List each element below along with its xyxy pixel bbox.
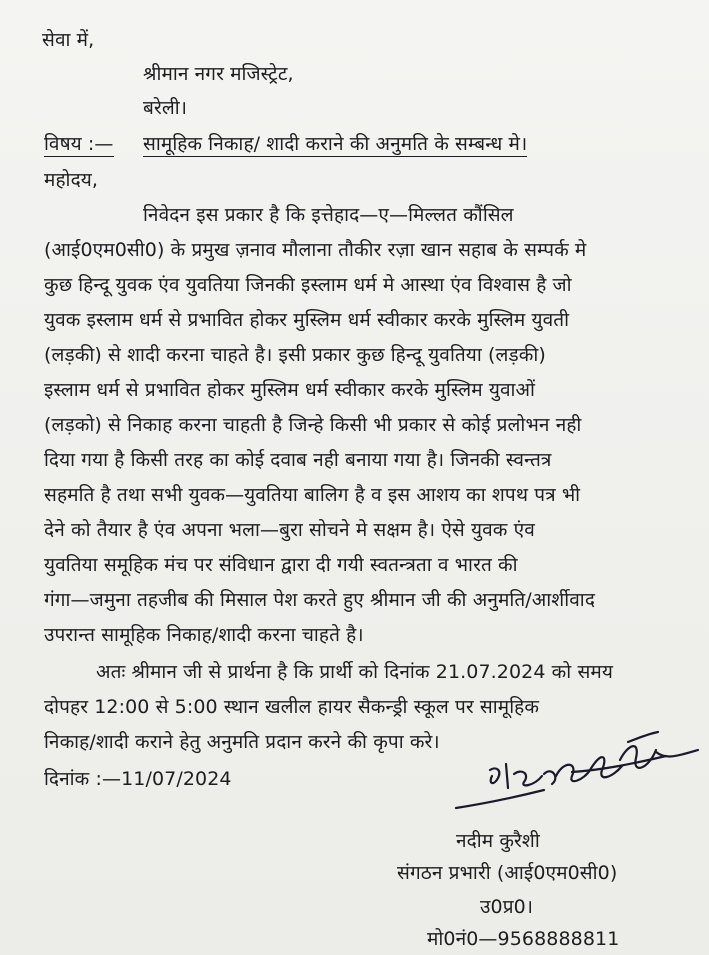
body-line-9: सहमति है तथा सभी युवक—युवतिया बालिग है व इस आशय का शपथ पत्र भी [44, 484, 581, 506]
handwritten-signature [452, 730, 702, 820]
subject-label [44, 132, 114, 156]
sender-state: उ0प्र0। [480, 896, 534, 918]
request-line-2: दोपहर 12:00 से 5:00 स्थान खलील हायर सैकन्ड्री स्कूल पर सामूहिक [44, 696, 540, 718]
date-line: दिनांक :—11/07/2024 [44, 768, 232, 790]
sender-mobile: मो0नं0—9568888811 [427, 928, 620, 950]
subject-text [143, 132, 527, 156]
recipient-city: बरेली। [143, 97, 188, 119]
body-line-2: (आई0एम0सी0) के प्रमुख ज़नाव मौलाना तौकीर रज़ा खान सहाब के सम्पर्क मे [44, 239, 587, 261]
body-line-1 [143, 203, 641, 227]
sender-name: नदीम कुरैशी [456, 830, 540, 852]
body-line-5: (लड़की) से शादी करना चाहते है। इसी प्रकार कुछ हिन्दू युवतिया (लड़की) [44, 344, 546, 366]
body-line-6: इस्लाम धर्म से प्रभावित होकर मुस्लिम धर्म स्वीकार करके मुस्लिम युवाओं [44, 379, 536, 401]
body-line-text: निवेदन इस प्रकार है कि इत्तेहाद—ए—मिल्लत कौंसिल [143, 204, 514, 226]
request-line-1: अतः श्रीमान जी से प्रार्थना है कि प्रार्थी को दिनांक 21.07.2024 को समय [96, 661, 613, 683]
subject-text-value: सामूहिक निकाह/ शादी कराने की अनुमति के सम्बन्ध मे। [143, 133, 528, 155]
subject-label-text: विषय :— [44, 133, 114, 155]
body-line-7: (लड़को) से निकाह करना चाहती है जिन्हे किसी भी प्रकार से कोई प्रलोभन नही [44, 414, 582, 436]
body-line-13: उपरान्त सामूहिक निकाह/शादी करना चाहते है। [44, 624, 364, 646]
body-line-3: कुछ हिन्दू युवक एंव युवतिया जिनकी इस्लाम धर्म मे आस्था एंव विश्वास है जो [44, 274, 572, 296]
body-line-4: युवक इस्लाम धर्म से प्रभावित होकर मुस्लिम धर्म स्वीकार करके मुस्लिम युवती [44, 309, 570, 331]
sender-designation: संगठन प्रभारी (आई0एम0सी0) [397, 862, 618, 884]
body-line-11: युवतिया समूहिक मंच पर संविधान द्वारा दी गयी स्वतन्त्रता व भारत की [44, 554, 518, 576]
request-line-3: निकाह/शादी कराने हेतु अनुमति प्रदान करने की कृपा करे। [44, 731, 440, 753]
body-line-12: गंगा—जमुना तहजीब की मिसाल पेश करते हुए श्रीमान जी की अनुमति/आर्शीवाद [44, 589, 596, 611]
recipient-title: श्रीमान नगर मजिस्ट्रेट, [143, 63, 294, 85]
salutation-to: सेवा में, [42, 29, 95, 51]
body-line-10: देने को तैयार है एंव अपना भला—बुरा सोचने मे सक्षम है। ऐसे युवक एंव [44, 519, 535, 541]
body-line-8: दिया गया है किसी तरह का कोई दवाब नही बनाया गया है। जिनकी स्वन्तत्र [44, 449, 552, 471]
greeting: महोदय, [44, 169, 99, 191]
